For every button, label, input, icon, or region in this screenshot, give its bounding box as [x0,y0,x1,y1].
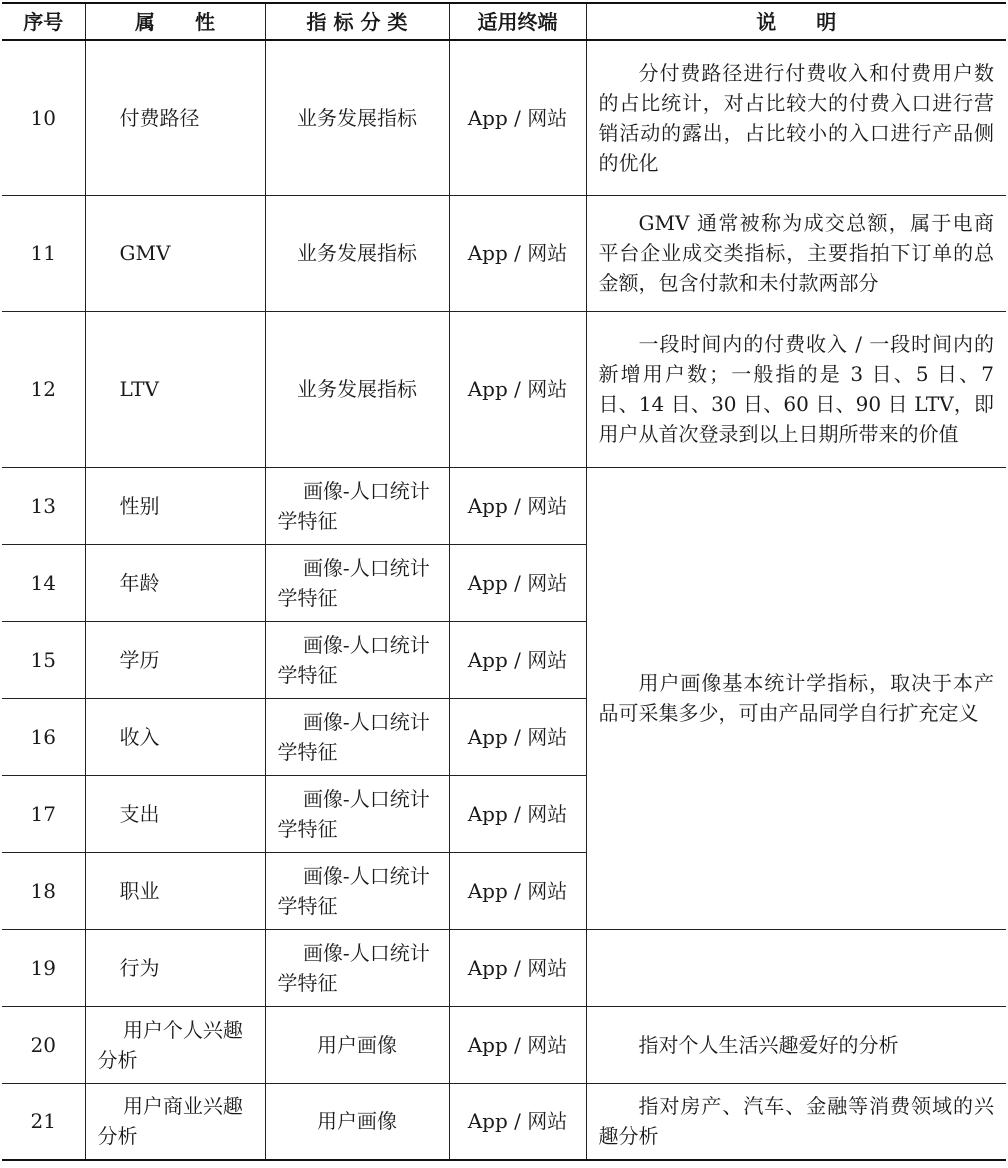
row-terminal: App / 网站 [449,544,586,621]
header-desc: 说 明 [586,3,1006,40]
row-category: 画像-人口统计学特征 [265,621,449,698]
header-terminal: 适用终端 [449,3,586,40]
table-row [2,311,1006,467]
row-terminal: App / 网站 [449,1006,586,1083]
table-header-row [2,3,1006,40]
row-attr: 性别 [85,467,265,544]
table-row [2,1006,1006,1083]
row-category: 画像-人口统计学特征 [265,698,449,775]
row-attr: 职业 [85,852,265,929]
row-no: 19 [2,929,85,1006]
row-no: 10 [2,40,85,195]
row-terminal: App / 网站 [449,40,586,195]
row-terminal: App / 网站 [449,621,586,698]
row-no: 17 [2,775,85,852]
row-category: 业务发展指标 [265,195,449,311]
row-category: 用户画像 [265,1083,449,1160]
row-attr: 用户个人兴趣分析 [85,1006,265,1083]
row-no: 21 [2,1083,85,1160]
row-no: 11 [2,195,85,311]
row-no: 16 [2,698,85,775]
row-terminal: App / 网站 [449,1083,586,1160]
row-terminal: App / 网站 [449,698,586,775]
header-category: 指 标 分 类 [265,3,449,40]
row-no: 13 [2,467,85,544]
row-category: 画像-人口统计学特征 [265,544,449,621]
row-category: 画像-人口统计学特征 [265,852,449,929]
row-no: 12 [2,311,85,467]
row-terminal: App / 网站 [449,311,586,467]
row-terminal: App / 网站 [449,852,586,929]
row-desc: 分付费路径进行付费收入和付费用户数的占比统计，对占比较大的付费入口进行营销活动的露出，占比较小的入口进行产品侧的优化 [586,40,1006,195]
row-desc: GMV 通常被称为成交总额，属于电商平台企业成交类指标，主要指拍下订单的总金额，包含付款和未付款两部分 [586,195,1006,311]
row-terminal: App / 网站 [449,467,586,544]
row-attr: 学历 [85,621,265,698]
row-terminal: App / 网站 [449,929,586,1006]
table-row [2,40,1006,195]
merged-desc: 用户画像基本统计学指标，取决于本产品可采集多少，可由产品同学自行扩充定义 [586,467,1006,929]
row-attr: 年龄 [85,544,265,621]
row-no: 18 [2,852,85,929]
row-desc [586,929,1006,1006]
row-category: 画像-人口统计学特征 [265,467,449,544]
row-attr: GMV [85,195,265,311]
row-attr: 行为 [85,929,265,1006]
row-category: 用户画像 [265,1006,449,1083]
header-attr: 属 性 [85,3,265,40]
row-attr: LTV [85,311,265,467]
row-no: 20 [2,1006,85,1083]
row-terminal: App / 网站 [449,775,586,852]
row-attr: 收入 [85,698,265,775]
table-row [2,1083,1006,1160]
row-no: 14 [2,544,85,621]
row-no: 15 [2,621,85,698]
row-desc: 一段时间内的付费收入 / 一段时间内的新增用户数；一般指的是 3 日、5 日、7 日、14 日、30 日、60 日、90 日 LTV，即用户从首次登录到以上日期所带来的价值 [586,311,1006,467]
header-no: 序号 [2,3,85,40]
row-category: 画像-人口统计学特征 [265,775,449,852]
row-attr: 用户商业兴趣分析 [85,1083,265,1160]
row-category: 业务发展指标 [265,311,449,467]
row-desc: 指对个人生活兴趣爱好的分析 [586,1006,1006,1083]
row-desc: 指对房产、汽车、金融等消费领域的兴趣分析 [586,1083,1006,1160]
row-category: 画像-人口统计学特征 [265,929,449,1006]
row-attr: 支出 [85,775,265,852]
indicator-table [2,2,1006,1161]
table-row [2,195,1006,311]
row-attr: 付费路径 [85,40,265,195]
table-row [2,929,1006,1006]
row-category: 业务发展指标 [265,40,449,195]
row-terminal: App / 网站 [449,195,586,311]
table-row [2,467,1006,544]
